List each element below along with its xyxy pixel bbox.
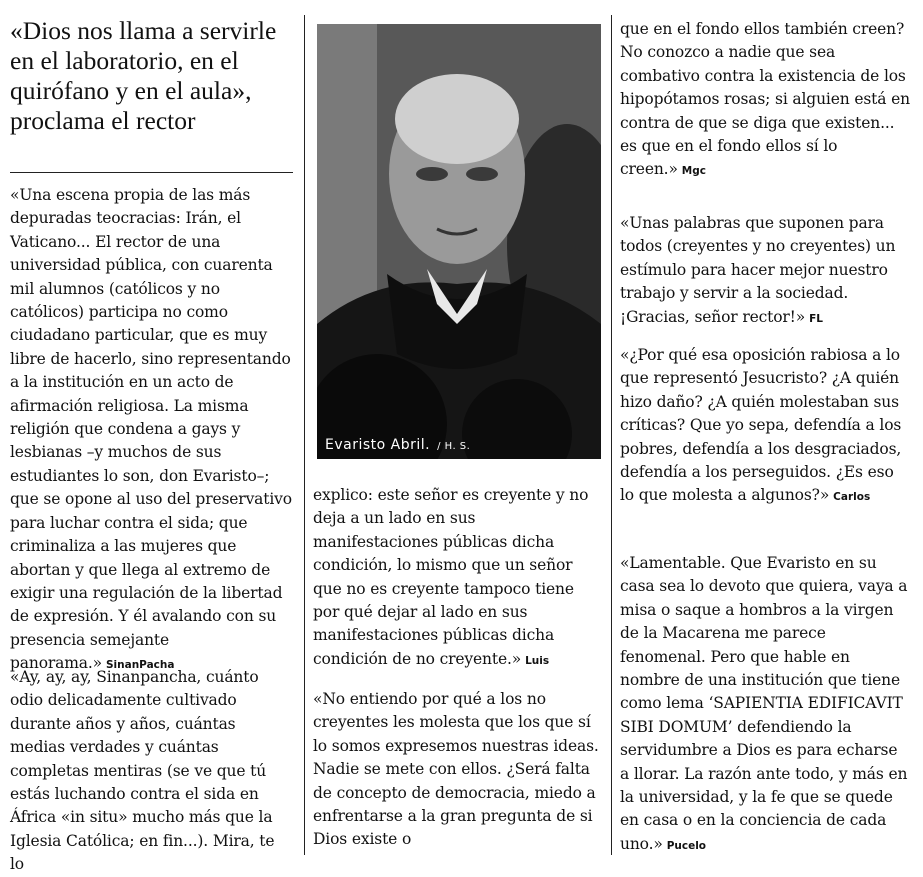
caption-name: Evaristo Abril. bbox=[325, 437, 431, 453]
comment-mgc-part2 bbox=[620, 18, 910, 184]
comment-author: Luis bbox=[525, 654, 550, 667]
comment-author: Pucelo bbox=[666, 839, 707, 852]
comment-carlos bbox=[620, 344, 910, 510]
comment-text: explico: este señor es creyente y no deja a un lado en sus manifestaciones públicas dicha condición, lo mismo que un señor que no es creyente tampoco tiene por qué dejar al lado en sus manifestaciones públicas dicha condición de no creyente.» bbox=[313, 486, 589, 668]
comment-author: FL bbox=[809, 312, 823, 325]
comment-text: «Una escena propia de las más depuradas teocracias: Irán, el Vaticano... El rector de una universidad pública, con cuarenta mil alumnos (católicos y no católicos) participa no como ciudadano particular, que es muy libre de hacerlo, sino representando a la institución en un acto de afirmación religiosa. La misma religión que condena a gays y lesbianas –y muchos de sus estudiantes lo son, don Evaristo–; que se opone al uso del preservativo para luchar contra el sida; que criminaliza a las mujeres que abortan y que llega al extremo de exigir una regulación de la libertad de expresión. Y él avalando con su presencia semejante panorama.» bbox=[10, 186, 292, 673]
comment-mgc-part1 bbox=[313, 688, 604, 852]
comment-author: Mgc bbox=[681, 165, 706, 178]
portrait-image bbox=[317, 24, 601, 459]
headline: «Dios nos llama a servirle en el laboratorio, en el quirófano y en el aula», proclama el rector bbox=[10, 16, 277, 135]
comment-text: «Ay, ay, ay, Sinanpancha, cuánto odio delicadamente cultivado durante años y años, cuántas medias verdades y cuántas completas mentiras (se ve que tú estás luchando contra el sida en África «in situ» mucho más que la Iglesia Católica; en fin...). Mira, te lo bbox=[10, 668, 275, 874]
comment-text: «Lamentable. Que Evaristo en su casa sea lo devoto que quiera, vaya a misa o saque a hombros a la virgen de la Macarena me parece fenomenal. Pero que hable en nombre de una institución que tiene como lema ‘SAPIENTIA EDIFICAVIT SIBI DOMUM’ defendiendo la servidumbre a Dios es para echarse a llorar. La razón ante todo, y más en la universidad, y la fe que se quede en casa o en la conciencia de cada uno.» bbox=[620, 554, 908, 853]
comment-author: Carlos bbox=[833, 491, 871, 504]
comment-sinanpacha bbox=[10, 184, 293, 678]
comment-author: SinanPacha bbox=[105, 659, 175, 672]
comment-luis-part2 bbox=[313, 484, 604, 673]
column-rule-1 bbox=[304, 15, 305, 855]
rector-photo bbox=[317, 24, 601, 459]
comment-luis-part1 bbox=[10, 666, 293, 877]
column-rule-2 bbox=[611, 15, 612, 855]
headline-rule bbox=[10, 172, 293, 173]
caption-credit: / H. S. bbox=[437, 441, 471, 452]
comment-text: «No entiendo por qué a los no creyentes les molesta que los que sí lo somos expresemos nuestras ideas. Nadie se mete con ellos. ¿Será falta de concepto de democracia, miedo a enfrentarse a la gran pregunta de si Dios existe o bbox=[313, 690, 599, 849]
comment-text: que en el fondo ellos también creen? No conozco a nadie que sea combativo contra la existencia de los hipopótamos rosas; si alguien está en contra de que se diga que existen... es que en el fondo ellos sí lo creen.» bbox=[620, 20, 910, 179]
comment-text: «Unas palabras que suponen para todos (creyentes y no creyentes) un estímulo para hacer mejor nuestro trabajo y servir a la sociedad. ¡Gracias, señor rector!» bbox=[620, 214, 896, 326]
comment-text: «¿Por qué esa oposición rabiosa a lo que representó Jesucristo? ¿A quién hizo daño? ¿A quién molestaban sus críticas? Que yo sepa, defendía a los pobres, defendía a los desgraciados, defendía a los perseguidos. ¿Es eso lo que molesta a algunos?» bbox=[620, 346, 902, 505]
comment-fl bbox=[620, 212, 910, 331]
comment-pucelo bbox=[620, 552, 910, 858]
photo-caption bbox=[325, 437, 470, 453]
